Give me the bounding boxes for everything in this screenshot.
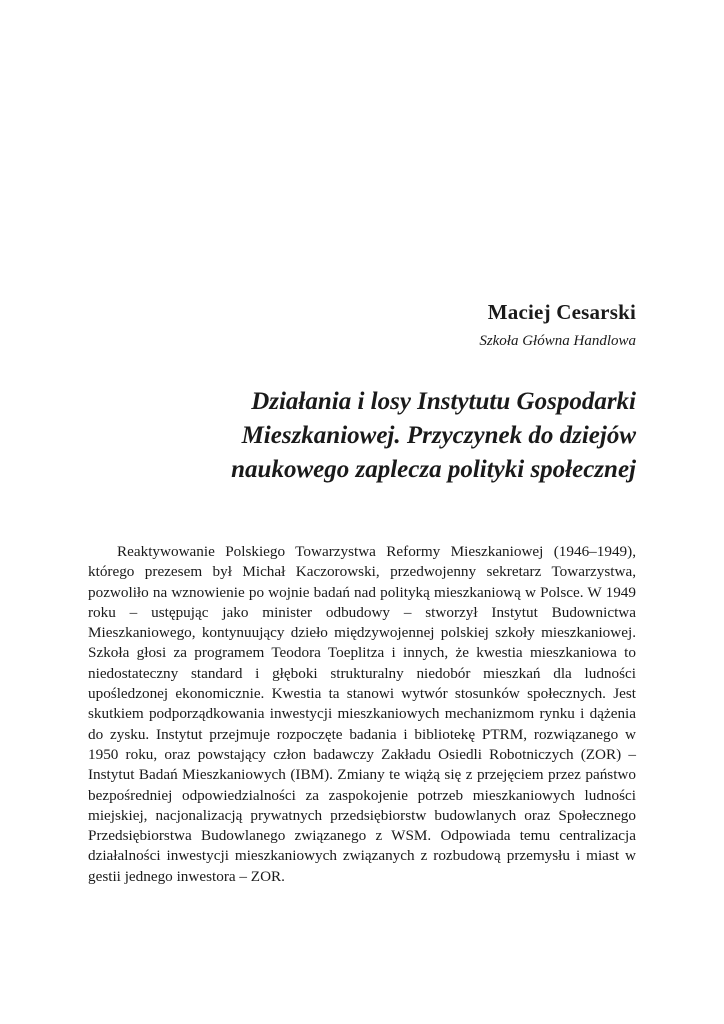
author-name: Maciej Cesarski [487,300,636,324]
title-line: naukowego zaplecza polityki społecznej [231,456,636,483]
author-affiliation: Szkoła Główna Handlowa [479,333,636,349]
article-title [116,385,636,487]
title-line: Mieszkaniowej. Przyczynek do dziejów [241,422,636,449]
title-line: Działania i losy Instytutu Gospodarki [251,388,636,415]
body-paragraph: Reaktywowanie Polskiego Towarzystwa Reformy Mieszkaniowej (1946–1949), którego prezesem był Michał Kaczorowski, przedwojenny sekretarz Towarzystwa, pozwoliło na wznowienie po wojnie badań nad polityką mieszkaniową w Polsce. W 1949 roku – ustępując jako minister odbudowy – stworzył Instytut Budownictwa Mieszkaniowego, kontynuujący dzieło międzywojennej polskiej szkoły mieszkaniowej. Szkoła głosi za programem Teodora Toeplitza i innych, że kwestia mieszkaniowa to niedostateczny standard i głęboki strukturalny niedobór mieszkań dla ludności upośledzonej ekonomicznie. Kwestia ta stanowi wytwór stosunków społecznych. Jest skutkiem podporządkowania inwestycji mieszkaniowych mechanizmom rynku i dążenia do zysku. Instytut przejmuje rozpoczęte badania i bibliotekę PTRM, rozwiązanego w 1950 roku, oraz powstający człon badawczy Zakładu Osiedli Robotniczych (ZOR) – Instytut Badań Mieszkaniowych (IBM). Zmiany te wiążą się z przejęciem przez państwo bezpośredniej odpowiedzialności za zaspokojenie potrzeb mieszkaniowych ludności miejskiej, nacjonalizacją prywatnych przedsiębiorstw budowlanych oraz Społecznego Przedsiębiorstwa Budowlanego związanego z WSM. Odpowiada temu centralizacja działalności inwestycji mieszkaniowych związanych z rozbudową przemysłu i miast w gestii jednego inwestora – ZOR. [88,543,636,885]
